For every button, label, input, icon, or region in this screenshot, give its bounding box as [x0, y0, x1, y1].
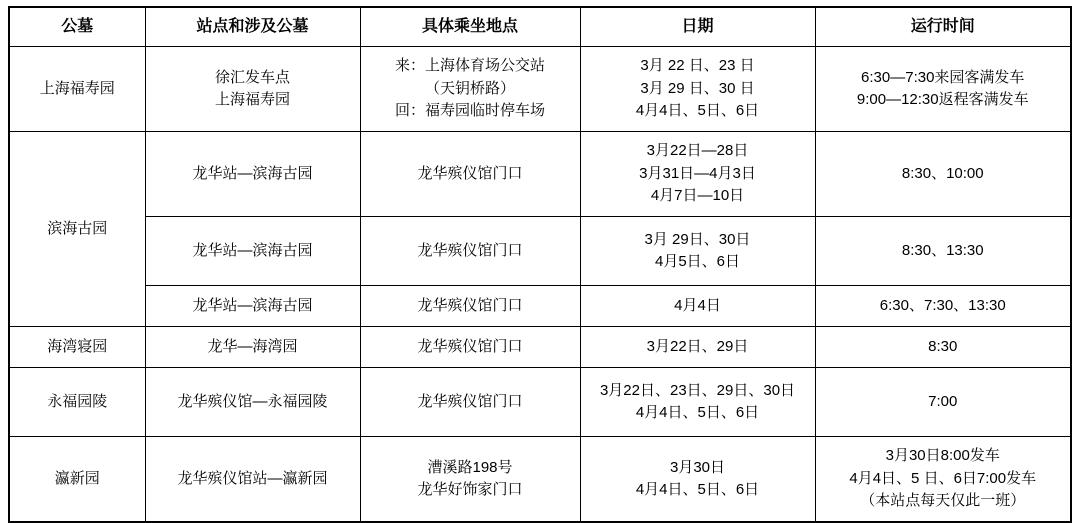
date-line: 4月5日、6日	[654, 253, 741, 270]
date-line: 3月 22 日、23 日	[640, 57, 755, 75]
cell-operating-time	[815, 132, 1071, 217]
date-line: 3月22日、23日、29日、30日	[599, 381, 796, 399]
table-header-row	[9, 7, 1071, 47]
cell-operating-time	[815, 47, 1071, 132]
cell-boarding-location	[360, 368, 580, 437]
date-line: 4月4日、5日、6日	[635, 102, 760, 120]
cell-date	[580, 217, 815, 286]
table-row	[9, 327, 1071, 368]
cell-cemetery: 海湾寝园	[9, 327, 145, 368]
time-line: 7:00	[928, 392, 958, 410]
station-line: 龙华殡仪馆—永福园陵	[177, 392, 328, 410]
bus-schedule-table	[8, 6, 1072, 523]
time-line: 9:00—12:30返程客满发车	[856, 91, 1029, 108]
table-row	[9, 286, 1071, 327]
date-line: 3月30日	[669, 458, 726, 476]
location-line: 龙华好饰家门口	[417, 481, 523, 498]
column-header-boarding-location: 具体乘坐地点	[360, 7, 580, 47]
cell-operating-time	[815, 437, 1071, 523]
time-line: 4月4日、5 日、6日7:00发车	[849, 469, 1037, 487]
location-line: 龙华殡仪馆门口	[417, 241, 523, 259]
cell-cemetery: 永福园陵	[9, 368, 145, 437]
date-line: 3月31日—4月3日	[639, 164, 756, 182]
cell-date	[580, 327, 815, 368]
station-line: 龙华站—滨海古园	[192, 241, 313, 259]
column-header-date: 日期	[580, 7, 815, 47]
cell-operating-time	[815, 286, 1071, 327]
cell-station	[145, 327, 360, 368]
time-line: 8:30、13:30	[901, 241, 984, 259]
cell-cemetery: 瀛新园	[9, 437, 145, 523]
location-line: 龙华殡仪馆门口	[417, 296, 523, 314]
table-row	[9, 132, 1071, 217]
cell-boarding-location	[360, 217, 580, 286]
column-header-cemetery: 公墓	[9, 7, 145, 47]
time-line: 6:30—7:30来园客满发车	[861, 68, 1025, 86]
location-line: 来：上海体育场公交站	[394, 57, 545, 75]
cell-station	[145, 286, 360, 327]
column-header-station: 站点和涉及公墓	[145, 7, 360, 47]
cell-cemetery: 上海福寿园	[9, 47, 145, 132]
time-line: 3月30日8:00发车	[885, 447, 1000, 465]
cell-boarding-location	[360, 327, 580, 368]
table-row	[9, 368, 1071, 437]
cell-station	[145, 437, 360, 523]
location-line: 回：福寿园临时停车场	[394, 102, 545, 120]
table-row	[9, 47, 1071, 132]
cell-operating-time	[815, 217, 1071, 286]
date-line: 4月4日、5日、6日	[635, 481, 760, 498]
cell-station	[145, 47, 360, 132]
station-line: 龙华—海湾园	[207, 337, 298, 355]
cell-station	[145, 217, 360, 286]
cell-operating-time	[815, 327, 1071, 368]
time-note: （本站点每天仅此一班）	[860, 492, 1026, 510]
cell-boarding-location	[360, 286, 580, 327]
table-row	[9, 217, 1071, 286]
location-line: 漕溪路198号	[427, 458, 513, 476]
cell-date	[580, 132, 815, 217]
date-line: 4月4日、5日、6日	[635, 404, 760, 421]
location-line: （天钥桥路）	[424, 79, 515, 97]
time-line: 8:30	[928, 337, 958, 355]
cell-boarding-location	[360, 47, 580, 132]
column-header-operating-time: 运行时间	[815, 7, 1071, 47]
date-line: 4月7日—10日	[650, 187, 745, 205]
location-line: 龙华殡仪馆门口	[417, 392, 523, 410]
station-line: 龙华站—滨海古园	[192, 164, 313, 182]
date-line: 3月22日—28日	[646, 142, 749, 160]
station-line: 上海福寿园	[214, 91, 290, 108]
date-line: 4月4日	[674, 296, 721, 314]
cell-date	[580, 286, 815, 327]
cell-boarding-location	[360, 132, 580, 217]
table-row	[9, 437, 1071, 523]
time-line: 8:30、10:00	[901, 164, 984, 182]
cell-boarding-location	[360, 437, 580, 523]
date-line: 3月 29日、30日	[644, 230, 751, 248]
time-line: 6:30、7:30、13:30	[879, 296, 1006, 314]
cell-cemetery: 滨海古园	[9, 132, 145, 327]
cell-date	[580, 437, 815, 523]
station-line: 龙华站—滨海古园	[192, 296, 313, 314]
location-line: 龙华殡仪馆门口	[417, 337, 523, 355]
cell-station	[145, 132, 360, 217]
station-line: 龙华殡仪馆站—瀛新园	[177, 469, 328, 487]
cell-operating-time	[815, 368, 1071, 437]
cell-date	[580, 47, 815, 132]
station-line: 徐汇发车点	[214, 68, 290, 86]
date-line: 3月 29 日、30 日	[640, 79, 755, 97]
date-line: 3月22日、29日	[646, 337, 749, 355]
location-line: 龙华殡仪馆门口	[417, 164, 523, 182]
cell-station	[145, 368, 360, 437]
cell-date	[580, 368, 815, 437]
